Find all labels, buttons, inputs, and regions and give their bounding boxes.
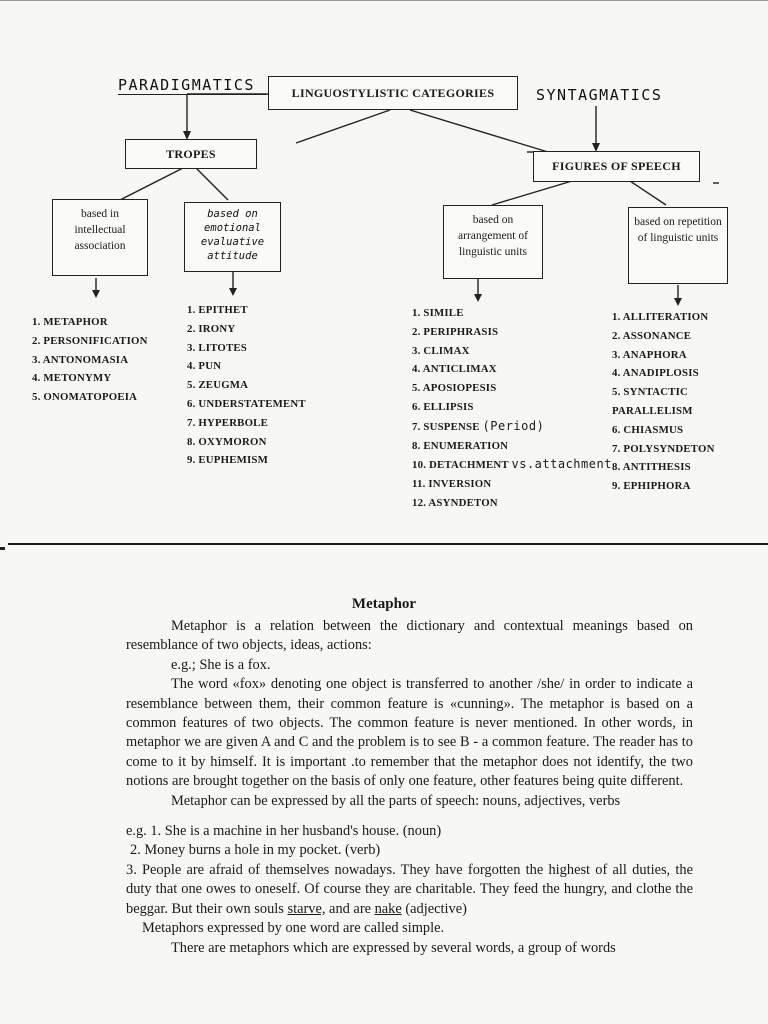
emotional-box <box>184 202 281 272</box>
paragraph: The word «fox» denoting one object is transferred to another /she/ in order to indicate a resemblance between them, their common feature is «cunning». The metaphor is based on a common features of two objects. The common feature is never mentioned. In other words, in metaphor we are given A and C and the problem is to see B - a common feature. The reader has to come to it by himself. It is important .to remember that the metaphor does not identify, the two notions are brought together on the basis of only one feature, other features being quite different. <box>126 676 693 790</box>
list-item: 2. ASSONANCE <box>612 329 692 342</box>
underlined-word: nake <box>374 900 402 917</box>
detachment-text: 10. DETACHMENT <box>412 459 509 472</box>
arrangement-label: based on arrangement of linguistic units <box>458 214 528 258</box>
paragraph-cut: There are metaphors which are expressed by several words, a group of words <box>171 939 616 956</box>
list-item: 5. ONOMATOPOEIA <box>32 391 138 404</box>
list-item: 11. INVERSION <box>412 478 492 491</box>
example-text: (adjective) <box>401 900 467 917</box>
list-item: 8. ENUMERATION <box>412 439 509 452</box>
list-item: 3. ANAPHORA <box>612 348 687 361</box>
paragraph: Metaphors expressed by one word are called simple. <box>142 920 445 937</box>
list-item: 3. CLIMAX <box>412 344 470 357</box>
list-item: 8. OXYMORON <box>187 435 267 448</box>
suspense-text: 7. SUSPENSE <box>412 420 480 433</box>
repetition-label: based on repetition of linguistic units <box>634 216 722 244</box>
top-edge <box>0 0 768 1</box>
article-body <box>126 617 693 958</box>
list-item: 9. EPHIPHORA <box>612 480 691 493</box>
root-box: LINGUOSTYLISTIC CATEGORIES <box>268 76 518 110</box>
example: e.g.; She is a fox. <box>171 656 271 673</box>
example: e.g. 1. She is a machine in her husband's house. (noun) <box>126 823 442 840</box>
list-item: 6. ELLIPSIS <box>412 400 474 413</box>
emotional-label: based on emotional evaluative attitude <box>200 208 265 262</box>
article-title: Metaphor <box>351 596 417 612</box>
paragraph: Metaphor can be expressed by all the parts of speech: nouns, adjectives, verbs <box>171 792 621 809</box>
list-item: 2. PERIPHRASIS <box>412 325 499 338</box>
example-text: and are <box>325 900 375 917</box>
list-item: 5. ZEUGMA <box>187 379 249 392</box>
arrangement-list <box>412 304 612 513</box>
page-divider <box>8 543 768 545</box>
scan-mark <box>0 547 5 550</box>
list-item: 4. METONYMY <box>32 372 112 385</box>
paradigmatics-label: PARADIGMATICS <box>118 76 255 94</box>
list-item: 3. LITOTES <box>187 341 248 354</box>
list-item <box>412 455 612 475</box>
intellectual-list <box>32 313 148 407</box>
list-item: PARALLELISM <box>612 404 693 417</box>
list-item: 1. EPITHET <box>187 304 248 316</box>
list-item: 5. APOSIOPESIS <box>412 382 497 395</box>
list-item: 1. ALLITERATION <box>612 311 709 323</box>
list-item: 2. IRONY <box>187 322 236 335</box>
list-item: 4. ANTICLIMAX <box>412 363 497 376</box>
example <box>126 861 693 919</box>
example-text: 3. People are afraid of themselves nowadays. They have forgotten the highest of all duties, the duty that one owes to oneself. Of course they are charitable. They feed the hungry, and clothe the beggar. But their own souls <box>126 861 693 917</box>
list-item: 9. EUPHEMISM <box>187 454 268 467</box>
paragraph: Metaphor is a relation between the dictionary and contextual meanings based on resemblance of two objects, ideas, actions: <box>126 618 693 654</box>
list-item: 7. HYPERBOLE <box>187 416 268 429</box>
tropes-box: TROPES <box>125 139 257 169</box>
repetition-box <box>628 207 728 284</box>
intellectual-box <box>52 199 148 276</box>
list-item: 3. ANTONOMASIA <box>32 353 129 366</box>
list-item: 1. SIMILE <box>412 307 464 319</box>
repetition-list <box>612 308 715 496</box>
arrangement-box <box>443 205 543 279</box>
list-item <box>412 417 612 437</box>
figures-box: FIGURES OF SPEECH <box>533 151 700 182</box>
syntagmatics-label: SYNTAGMATICS <box>536 86 663 104</box>
intellectual-label: based in intellectual association <box>74 208 126 252</box>
list-item: 4. ANADIPLOSIS <box>612 367 699 380</box>
list-item: 4. PUN <box>187 360 222 373</box>
emotional-list <box>187 301 306 470</box>
list-item: 6. CHIASMUS <box>612 423 684 436</box>
detachment-note: vs.attachment <box>511 457 612 472</box>
list-item: 7. POLYSYNDETON <box>612 442 715 455</box>
list-item: 8. ANTITHESIS <box>612 461 691 474</box>
list-item: 6. UNDERSTATEMENT <box>187 397 306 410</box>
list-item: 2. PERSONIFICATION <box>32 334 148 347</box>
example: 2. Money burns a hole in my pocket. (verb) <box>130 842 381 859</box>
paradigmatics-underline <box>118 94 266 95</box>
list-item: 5. SYNTACTIC <box>612 386 688 399</box>
list-item: 12. ASYNDETON <box>412 496 498 509</box>
list-item: 1. METAPHOR <box>32 316 108 328</box>
underlined-word: starve, <box>287 900 326 917</box>
suspense-note: (Period) <box>482 418 545 433</box>
